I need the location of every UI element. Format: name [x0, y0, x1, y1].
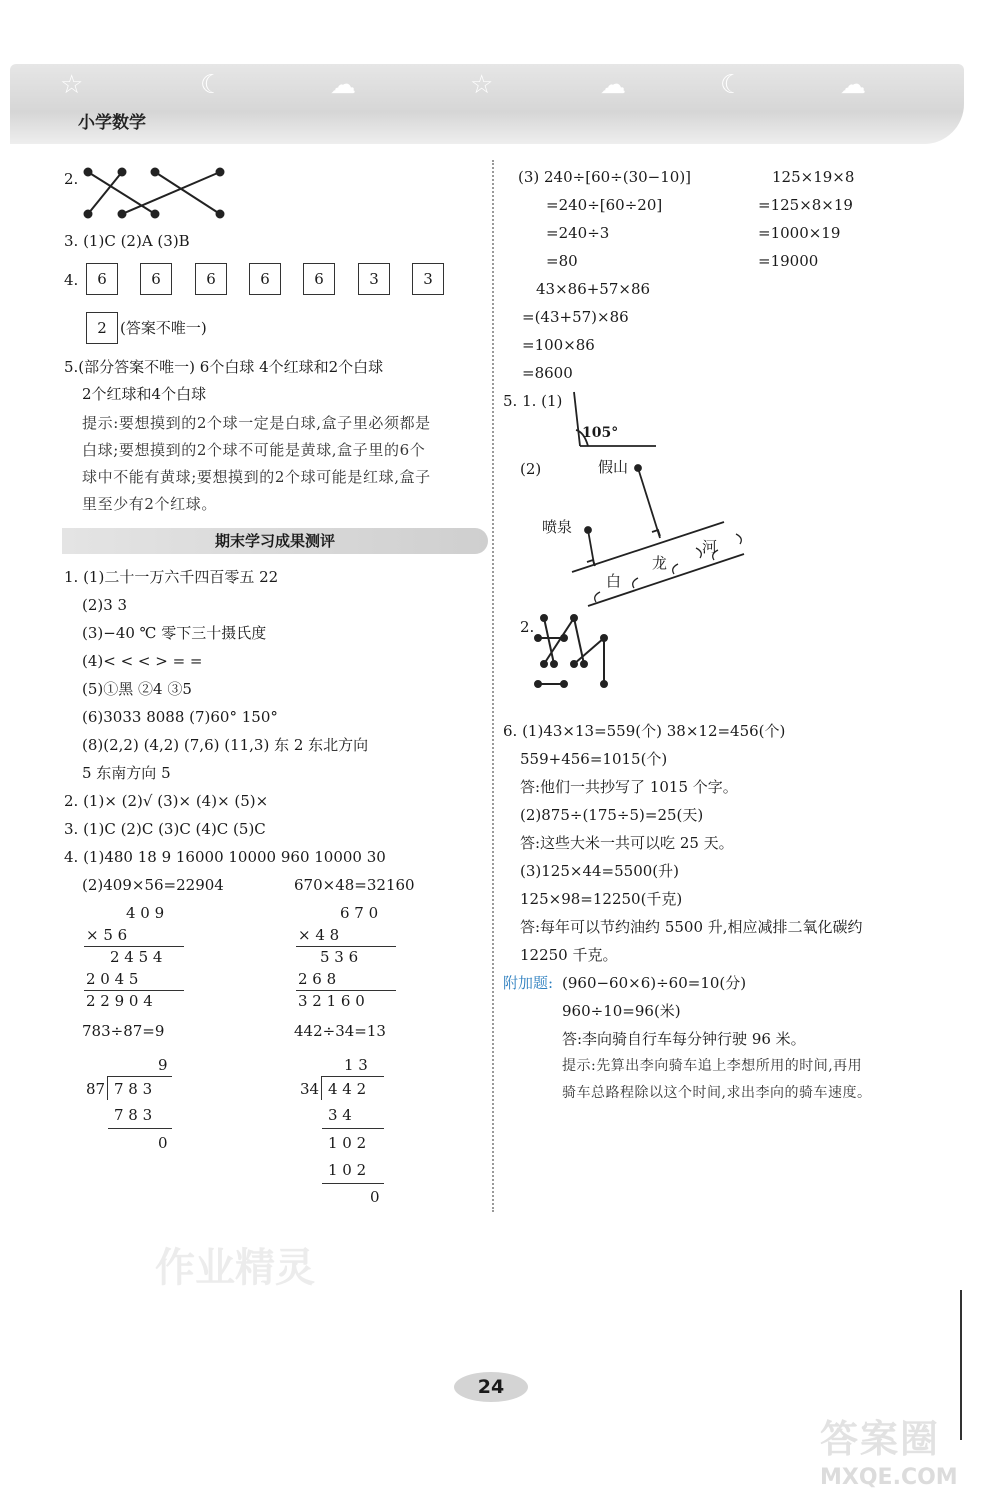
map-label: 假山 — [598, 458, 629, 476]
hint-line: 提示:要想摸到的2个球一定是白球,盒子里必须都是 — [82, 414, 431, 432]
ans-line: 442÷34=13 — [294, 1022, 386, 1040]
calc-line: 43×86+57×86 — [536, 280, 651, 298]
hint-line: 里至少有2个红球。 — [82, 495, 217, 513]
ans-line: (6)3033 8088 (7)60° 150° — [82, 708, 278, 726]
app-line: (2)875÷(175÷5)=25(天) — [520, 806, 704, 824]
div-line — [322, 1128, 384, 1129]
ans-line: 1. (1)二十一万六千四百零五 22 — [64, 568, 279, 586]
column-divider — [492, 160, 494, 1212]
mult-line — [84, 990, 184, 991]
mult-row: 2 6 8 — [298, 970, 337, 988]
logo-main: 答案圈 — [820, 1417, 941, 1461]
div-row: 0 — [370, 1188, 380, 1206]
div-row: 7 8 3 — [114, 1106, 153, 1124]
div-line — [322, 1183, 384, 1184]
answer-box: 2 — [86, 312, 118, 344]
hint-line: 骑车总路程除以这个时间,求出李向的骑车速度。 — [562, 1085, 872, 1101]
app-line: 6. (1)43×13=559(个) 38×12=456(个) — [503, 722, 786, 740]
calc-line: =19000 — [758, 252, 819, 270]
answer-box: 6 — [249, 263, 281, 295]
edge-line — [960, 1290, 962, 1440]
star-icon: ☆ — [470, 70, 494, 100]
answer-box: 6 — [140, 263, 172, 295]
ans-line: 783÷87=9 — [82, 1022, 165, 1040]
mult-row: × 4 8 — [298, 926, 340, 944]
mult-row: 6 7 0 — [340, 904, 379, 922]
geo-label: 2. — [520, 618, 535, 636]
div-line — [108, 1128, 172, 1129]
moon-icon: ☾ — [200, 70, 224, 100]
calc-line: 125×19×8 — [772, 168, 855, 186]
q4-note: (答案不唯一) — [120, 319, 207, 337]
page-number: 24 — [454, 1372, 528, 1402]
q5-line1: 5.(部分答案不唯一) 6个白球 4个红球和2个白球 — [64, 358, 384, 376]
star-icon: ☆ — [60, 70, 84, 100]
div-divisor: 87 — [86, 1080, 106, 1098]
app-line: 答:李向骑自行车每分钟行驶 96 米。 — [562, 1030, 806, 1048]
bonus-label: 附加题: — [503, 974, 554, 992]
q5-line2: 2个红球和4个白球 — [82, 385, 207, 403]
geo-label: 5. 1. (1) — [503, 392, 563, 410]
answer-box: 3 — [412, 263, 444, 295]
div-dividend: 4 4 2 — [328, 1080, 367, 1098]
mult-row: 3 2 1 6 0 — [298, 992, 365, 1010]
geo-label: (2) — [520, 460, 542, 478]
ans-line: (3)−40 ℃ 零下三十摄氏度 — [82, 624, 267, 642]
river-char: 白 — [606, 572, 622, 590]
watermark: 作业精灵 — [155, 1244, 315, 1291]
calc-line: =100×86 — [522, 336, 595, 354]
angle-diagram — [566, 386, 662, 456]
page-title: 小学数学 — [78, 113, 146, 133]
site-logo — [820, 1408, 958, 1490]
div-row: 1 0 2 — [328, 1134, 367, 1152]
ans-line: 4. (1)480 18 9 16000 10000 960 10000 30 — [64, 848, 386, 866]
moon-icon: ☾ — [720, 70, 744, 100]
ans-line: 3. (1)C (2)C (3)C (4)C (5)C — [64, 820, 266, 838]
calc-line: =125×8×19 — [758, 196, 853, 214]
div-row: 1 0 2 — [328, 1161, 367, 1179]
ans-line: (5)①黑 ②4 ③5 — [82, 680, 192, 698]
app-line: 960÷10=96(米) — [562, 1002, 681, 1020]
app-line: (960−60×6)÷60=10(分) — [562, 974, 747, 992]
river-char: 河 — [702, 538, 718, 556]
app-line: 125×98=12250(千克) — [520, 890, 683, 908]
calc-line: =(43+57)×86 — [522, 308, 629, 326]
q4-label: 4. — [64, 271, 79, 289]
app-line: 559+456=1015(个) — [520, 750, 668, 768]
div-quotient: 1 3 — [344, 1056, 368, 1074]
div-bracket — [107, 1076, 108, 1100]
calc-line: (3) 240÷[60÷(30−10)] — [518, 168, 692, 186]
answer-box: 6 — [195, 263, 227, 295]
cloud-icon: ☁ — [330, 70, 356, 100]
ans-line: (8)(2,2) (4,2) (7,6) (11,3) 东 2 东北方向 — [82, 736, 369, 754]
logo-url: MXQE.COM — [820, 1465, 958, 1490]
parallel-diagram — [530, 610, 610, 694]
div-quotient: 9 — [158, 1056, 168, 1074]
angle-label: 105° — [582, 425, 619, 441]
mult-row: 5 3 6 — [320, 948, 359, 966]
matching-diagram — [80, 162, 230, 224]
mult-row: × 5 6 — [86, 926, 128, 944]
div-line — [322, 1076, 384, 1077]
calc-line: =80 — [546, 252, 578, 270]
calc-line: =8600 — [522, 364, 573, 382]
ans-line: (2)3 3 — [82, 596, 128, 614]
mult-line — [296, 946, 396, 947]
div-row: 0 — [158, 1134, 168, 1152]
app-line: 答:每年可以节约油约 5500 升,相应减排二氧化碳约 — [520, 918, 863, 936]
hint-line: 球中不能有黄球;要想摸到的2个球可能是红球,盒子 — [82, 468, 431, 486]
div-bracket — [321, 1076, 322, 1100]
app-line: 12250 千克。 — [520, 946, 618, 964]
river-char: 龙 — [652, 554, 668, 572]
river-diagram — [560, 460, 760, 610]
div-line — [108, 1076, 172, 1077]
answer-box: 3 — [358, 263, 390, 295]
calc-line: =240÷[60÷20] — [546, 196, 663, 214]
div-row: 3 4 — [328, 1106, 352, 1124]
ans-line: 5 东南方向 5 — [82, 764, 171, 782]
app-line: 答:这些大米一共可以吃 25 天。 — [520, 834, 734, 852]
mult-row: 4 0 9 — [126, 904, 165, 922]
calc-line: =240÷3 — [546, 224, 610, 242]
q2-label: 2. — [64, 170, 79, 188]
ans-line: 2. (1)× (2)√ (3)× (4)× (5)× — [64, 792, 269, 810]
section-title: 期末学习成果测评 — [62, 528, 488, 554]
answer-box: 6 — [86, 263, 118, 295]
hint-line: 提示:先算出李向骑车追上李想所用的时间,再用 — [562, 1058, 863, 1074]
hint-line: 白球;要想摸到的2个球不可能是黄球,盒子里的6个 — [82, 441, 426, 459]
ans-line: (2)409×56=22904 — [82, 876, 224, 894]
cloud-icon: ☁ — [840, 70, 866, 100]
app-line: 答:他们一共抄写了 1015 个字。 — [520, 778, 738, 796]
calc-line: =1000×19 — [758, 224, 841, 242]
div-divisor: 34 — [300, 1080, 320, 1098]
q3-answer: 3. (1)C (2)A (3)B — [64, 232, 190, 250]
mult-line — [296, 990, 396, 991]
mult-row: 2 4 5 4 — [110, 948, 163, 966]
mult-row: 2 0 4 5 — [86, 970, 139, 988]
div-dividend: 7 8 3 — [114, 1080, 153, 1098]
mult-row: 2 2 9 0 4 — [86, 992, 153, 1010]
app-line: (3)125×44=5500(升) — [520, 862, 679, 880]
ans-line: (4)< < < > = = — [82, 652, 203, 670]
cloud-icon: ☁ — [600, 70, 626, 100]
ans-line: 670×48=32160 — [294, 876, 415, 894]
map-label: 喷泉 — [542, 518, 573, 536]
mult-line — [84, 946, 184, 947]
answer-box: 6 — [303, 263, 335, 295]
